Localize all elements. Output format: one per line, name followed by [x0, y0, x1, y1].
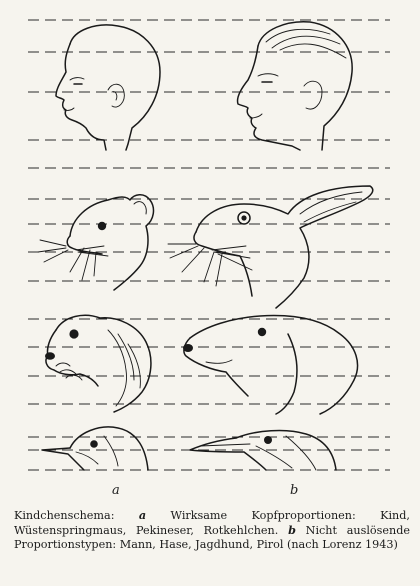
- caption-text-b: Nicht auslösende Proportionstypen: Mann, Hase, Jagdhund, Pirol (nach Lorenz 1943): [14, 524, 411, 551]
- head-hound: [183, 316, 358, 414]
- figure-caption: [14, 508, 410, 552]
- caption-mark-a: a: [138, 508, 147, 522]
- head-child: [56, 25, 160, 150]
- caption-mark-b: b: [288, 523, 296, 537]
- caption-prefix: Kindchenschema:: [14, 509, 115, 522]
- column-label-a: a: [112, 483, 120, 498]
- head-jerboa: [38, 195, 153, 290]
- guide-lines: [28, 20, 390, 470]
- head-man: [237, 22, 352, 150]
- caption-text-a: Wirksame Kopfproportionen: Kind, Wüstenspringmaus, Pekineser, Rotkehlchen.: [14, 509, 410, 537]
- column-label-b: b: [290, 483, 299, 498]
- head-robin: [42, 427, 148, 470]
- head-oriole: [190, 431, 336, 470]
- head-hare: [168, 186, 373, 308]
- head-pekingese: [45, 315, 151, 412]
